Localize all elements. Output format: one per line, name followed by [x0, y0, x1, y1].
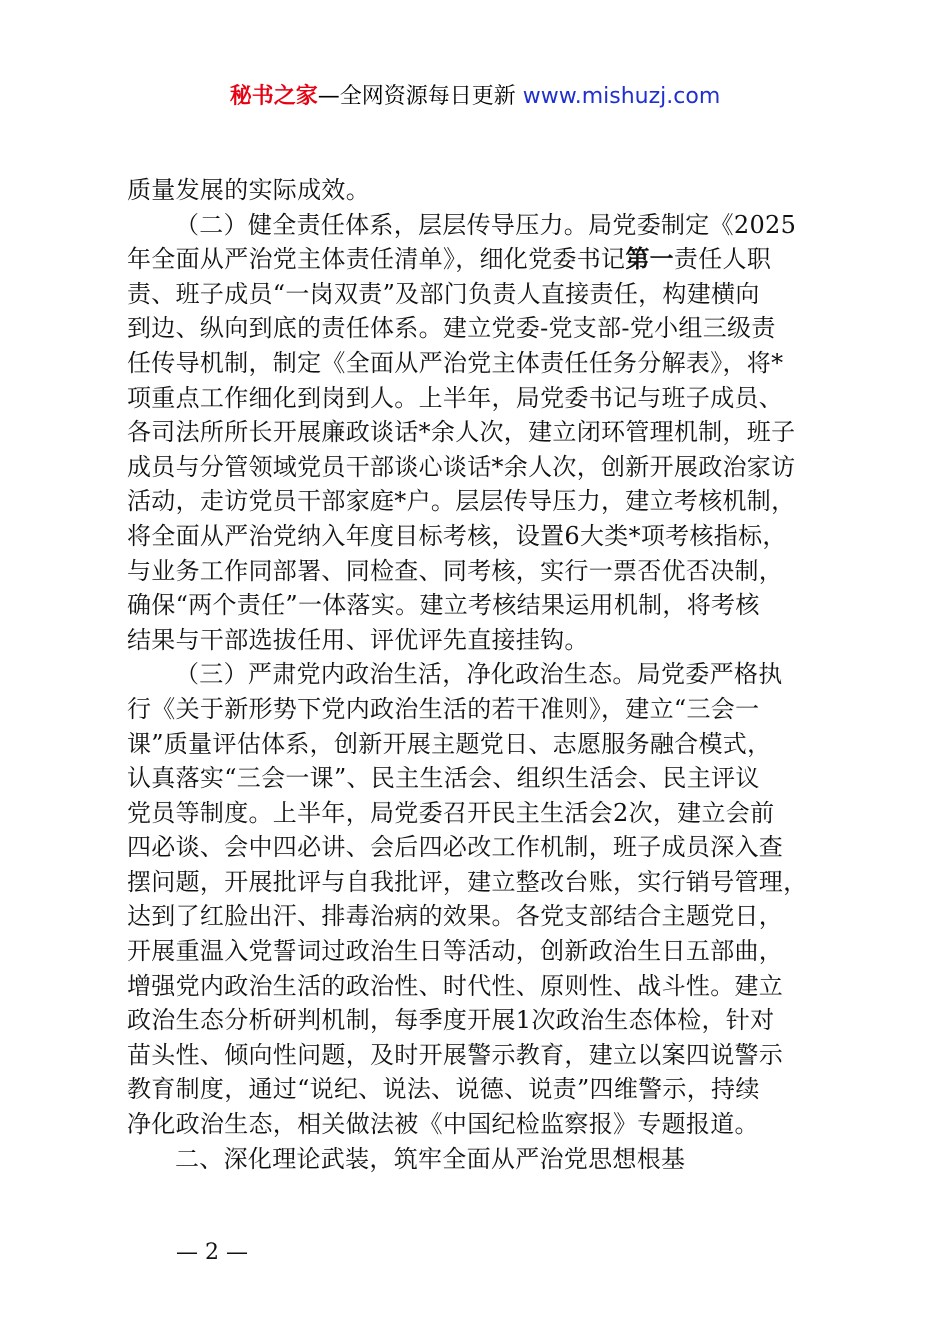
- text-line: 认真落实“三会一课”、民主生活会、组织生活会、民主评议: [127, 764, 760, 793]
- section-heading-2: （二）健全责任体系，层层传导压力。局党委制定《2025: [175, 210, 797, 239]
- text-line: 教育制度，通过“说纪、说法、说德、说责”四维警示，持续: [127, 1075, 760, 1104]
- site-header: [0, 80, 950, 114]
- text-line: 增强党内政治生活的政治性、时代性、原则性、战斗性。建立: [127, 971, 784, 1000]
- text-line: 项重点工作细化到岗到人。上半年，局党委书记与班子成员、: [127, 383, 784, 412]
- text-line: [127, 242, 833, 277]
- text-line: 党员等制度。上半年，局党委召开民主生活会2次，建立会前: [127, 798, 775, 827]
- text-line: 确保“两个责任”一体落实。建立考核结果运用机制，将考核: [127, 591, 760, 620]
- text-line: 任传导机制，制定《全面从严治党主体责任任务分解表》，将*: [127, 348, 784, 377]
- text-line: 政治生态分析研判机制，每季度开展1次政治生态体检，针对: [127, 1006, 775, 1035]
- text-line: 将全面从严治党纳入年度目标考核，设置6大类*项考核指标，: [127, 521, 787, 550]
- text-line: 净化政治生态，相关做法被《中国纪检监察报》专题报道。: [127, 1110, 759, 1139]
- text-line: 开展重温入党誓词过政治生日等活动，创新政治生日五部曲，: [127, 937, 784, 966]
- text-line: 成员与分管领域党员干部谈心谈话*余人次，创新开展政治家访: [127, 452, 796, 481]
- text-line: 行《关于新形势下党内政治生活的若干准则》，建立“三会一: [127, 694, 760, 723]
- text-line: 结果与干部选拔任用、评优评先直接挂钩。: [127, 625, 589, 654]
- text-line: 四必谈、会中四必讲、会后四必改工作机制，班子成员深入查: [127, 833, 784, 862]
- text-line: 摆问题，开展批评与自我批评，建立整改台账，实行销号管理，: [127, 867, 808, 896]
- bold-text: 第一: [625, 244, 674, 274]
- section-heading-3: （三）严肃党内政治生活，净化政治生态。局党委严格执: [175, 660, 783, 689]
- header-tagline: —全网资源每日更新: [317, 84, 523, 109]
- text-line: 达到了红脸出汗、排毒治病的效果。各党支部结合主题党日，: [127, 902, 784, 931]
- text-span: 责任人职: [673, 245, 772, 274]
- text-line: 到边、纵向到底的责任体系。建立党委-党支部-党小组三级责: [127, 314, 776, 343]
- chapter-heading: 二、深化理论武装，筑牢全面从严治党思想根基: [175, 1144, 686, 1173]
- page-number: — 2 —: [176, 1240, 248, 1265]
- text-line: 质量发展的实际成效。: [127, 176, 370, 204]
- text-line: 责、班子成员“一岗双责”及部门负责人直接责任，构建横向: [127, 279, 760, 308]
- text-line: 与业务工作同部署、同检查、同考核，实行一票否优否决制，: [127, 556, 784, 585]
- text-line: 活动，走访党员干部家庭*户。层层传导压力，建立考核机制，: [127, 487, 796, 516]
- text-line: 苗头性、倾向性问题，及时开展警示教育，建立以案四说警示: [127, 1040, 784, 1069]
- text-line: 课”质量评估体系，创新开展主题党日、志愿服务融合模式，: [127, 729, 772, 758]
- body-text: [127, 173, 833, 1176]
- site-url-link[interactable]: www.mishuzj.com: [522, 84, 721, 109]
- text-line: 各司法所所长开展廉政谈话*余人次，建立闭环管理机制，班子: [127, 418, 796, 447]
- brand-name: 秘书之家: [229, 84, 318, 109]
- text-span: 年全面从严治党主体责任清单》，细化党委书记: [127, 245, 626, 274]
